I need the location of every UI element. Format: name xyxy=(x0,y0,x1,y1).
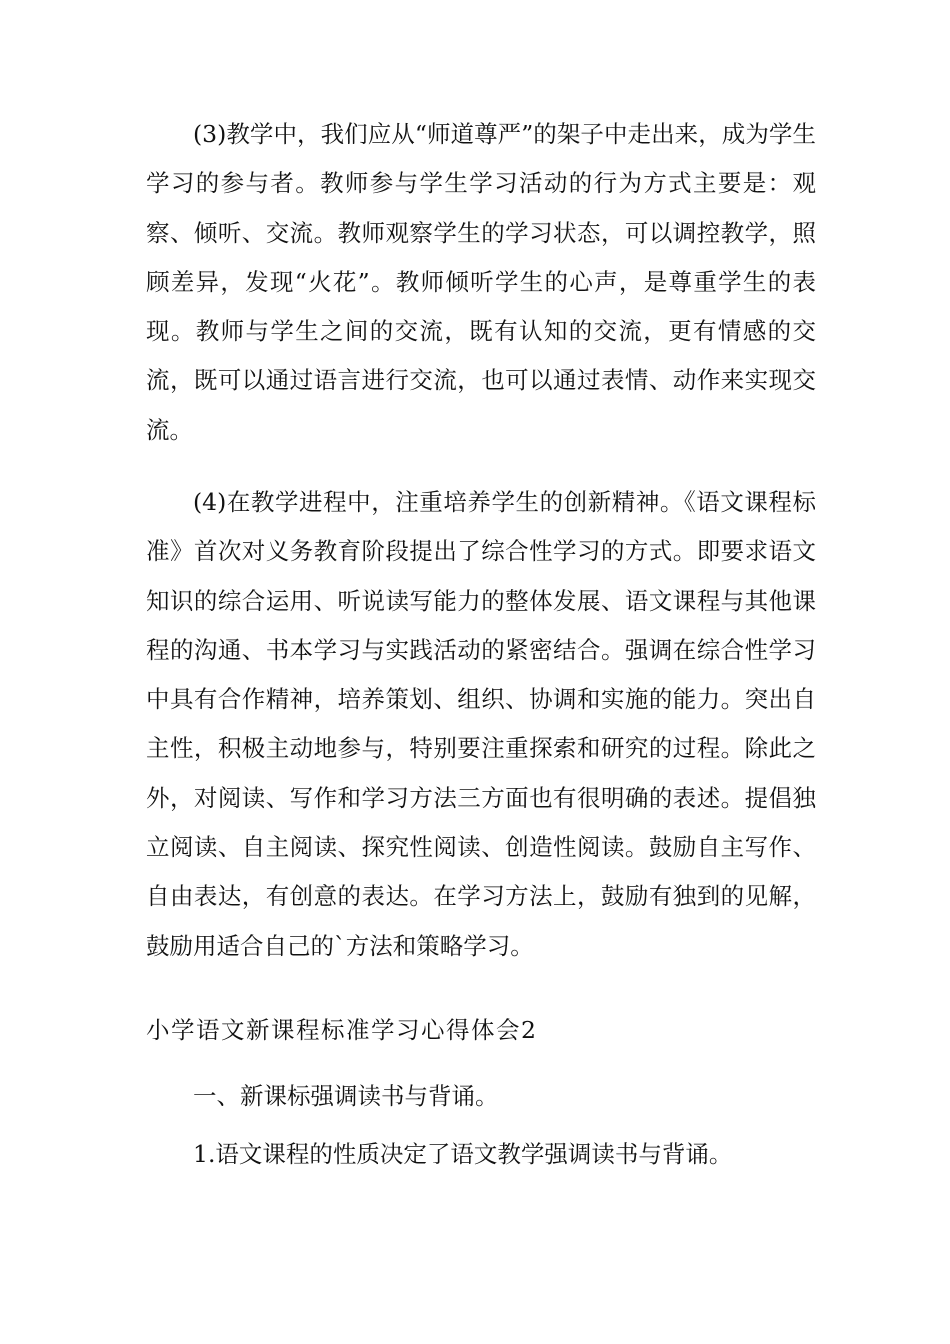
section-item-2: 1.语文课程的性质决定了语文教学强调读书与背诵。 xyxy=(193,1140,733,1168)
section-item-1: 一、新课标强调读书与背诵。 xyxy=(193,1082,499,1110)
section-heading: 小学语文新课程标准学习心得体会2 xyxy=(146,1016,538,1044)
paragraph-4: (4)在教学进程中，注重培养学生的创新精神。《语文课程标准》首次对义务教育阶段提出了综合性学习的方式。即要求语文知识的综合运用、听说读写能力的整体发展、语文课程与其他课程的沟通、书本学习与实践活动的紧密结合。强调在综合性学习中具有合作精神，培养策划、组织、协调和实施的能力。突出自主性，积极主动地参与，特别要注重探索和研究的过程。除此之外，对阅读、写作和学习方法三方面也有很明确的表述。提倡独立阅读、自主阅读、探究性阅读、创造性阅读。鼓励自主写作、自由表达，有创意的表达。在学习方法上，鼓励有独到的见解，鼓励用适合自己的`方法和策略学习。 xyxy=(146,488,816,960)
paragraph-3: (3)教学中，我们应从“师道尊严”的架子中走出来，成为学生学习的参与者。教师参与学生学习活动的行为方式主要是：观察、倾听、交流。教师观察学生的学习状态，可以调控教学，照顾差异，发现“火花”。教师倾听学生的心声，是尊重学生的表现。教师与学生之间的交流，既有认知的交流，更有情感的交流，既可以通过语言进行交流，也可以通过表情、动作来实现交流。 xyxy=(146,120,816,444)
